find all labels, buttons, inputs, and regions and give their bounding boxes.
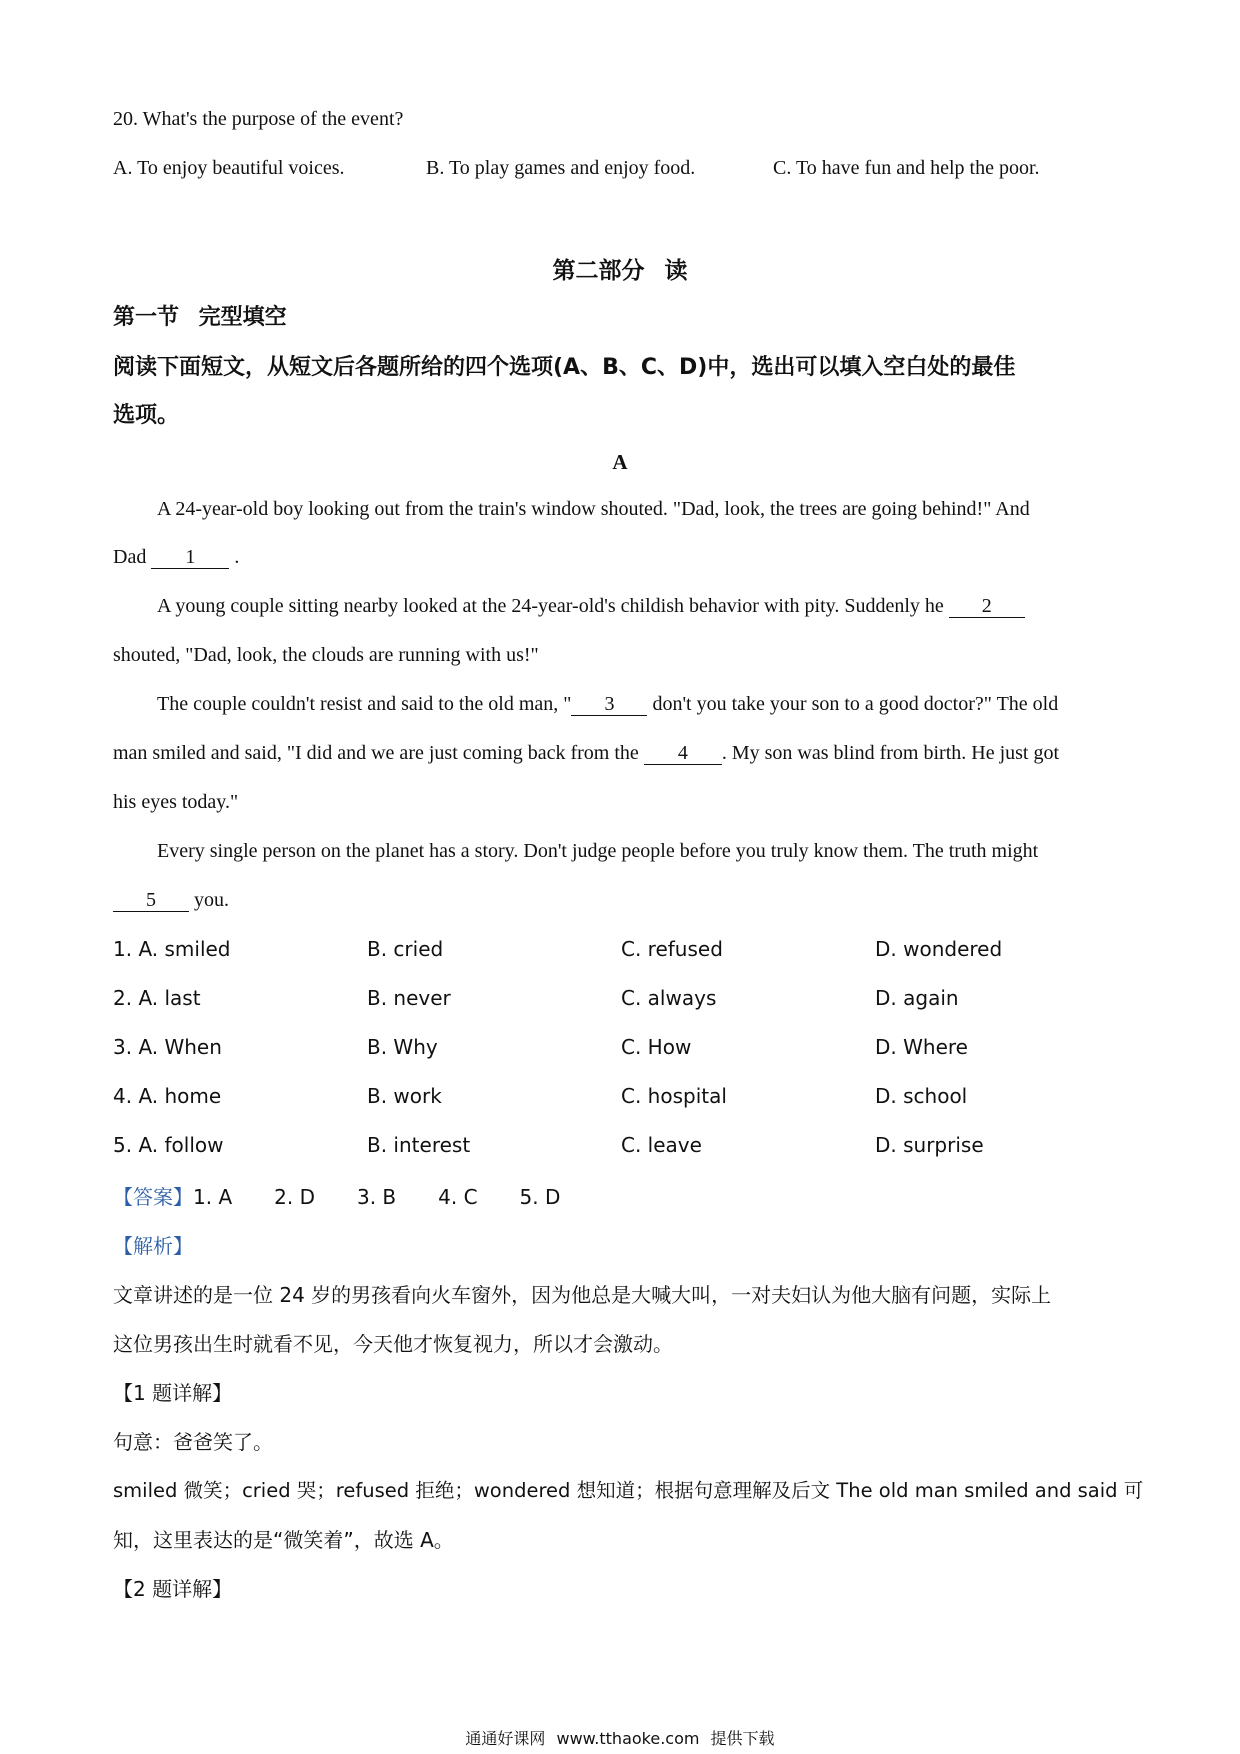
passage-p1-line2 — [113, 546, 239, 569]
passage-p2-line1 — [157, 595, 1025, 618]
passage-p1-line1: A 24-year-old boy looking out from the train's window shouted. "Dad, look, the trees are going behind!" And — [157, 498, 1030, 520]
passage-p3-line3: his eyes today." — [113, 791, 239, 813]
option-2a: 2. A. last — [113, 986, 201, 1010]
q20-option-c: C. To have fun and help the poor. — [773, 157, 1040, 179]
blank-5: 5 — [113, 889, 189, 912]
passage-p4-line2 — [113, 889, 229, 912]
answer-item-4: 4. C — [438, 1185, 478, 1209]
option-1a: 1. A. smiled — [113, 937, 231, 961]
page-footer: 通通好课网 www.tthaoke.com 提供下载 — [465, 1729, 775, 1748]
passage-label: A — [612, 450, 628, 474]
answer-row — [113, 1181, 602, 1210]
answer-item-5: 5. D — [519, 1185, 561, 1209]
option-4d: D. school — [875, 1084, 968, 1108]
option-5d: D. surprise — [875, 1133, 984, 1157]
option-2c: C. always — [621, 986, 717, 1010]
option-3b: B. Why — [367, 1035, 438, 1059]
instruction-line-1: 阅读下面短文，从短文后各题所给的四个选项(A、B、C、D)中，选出可以填入空白处的最佳 — [113, 355, 1016, 380]
option-5a: 5. A. follow — [113, 1133, 224, 1157]
q1-detail-line-2: smiled 微笑；cried 哭；refused 拒绝；wondered 想知道；根据句意理解及后文 The old man smiled and said 可 — [113, 1479, 1144, 1502]
instruction-line-2: 选项。 — [113, 403, 180, 428]
option-5c: C. leave — [621, 1133, 702, 1157]
analysis-line-2: 这位男孩出生时就看不见，今天他才恢复视力，所以才会激动。 — [113, 1332, 673, 1356]
section-title: 第一节 完型填空 — [113, 305, 287, 330]
p2-text: A young couple sitting nearby looked at the 24-year-old's childish behavior with pity. Suddenly he — [157, 595, 944, 617]
p3-text-pre: The couple couldn't resist and said to the old man, " — [157, 693, 572, 715]
answer-item-3: 3. B — [356, 1185, 397, 1209]
q1-detail-line-3: 知，这里表达的是“微笑着”，故选 A。 — [113, 1528, 454, 1552]
analysis-line-1: 文章讲述的是一位 24 岁的男孩看向火车窗外，因为他总是大喊大叫，一对夫妇认为他大脑有问题，实际上 — [113, 1283, 1052, 1307]
blank-4: 4 — [644, 742, 722, 765]
blank-3: 3 — [571, 693, 647, 716]
passage-p3-line2 — [113, 742, 1059, 765]
option-2d: D. again — [875, 986, 959, 1010]
option-3a: 3. A. When — [113, 1035, 222, 1059]
p1-period: . — [234, 546, 240, 568]
q20-option-b: B. To play games and enjoy food. — [426, 157, 696, 179]
question-20: 20. What's the purpose of the event? — [113, 108, 404, 130]
option-2b: B. never — [367, 986, 451, 1010]
analysis-label: 【解析】 — [113, 1234, 193, 1258]
passage-p2-line2: shouted, "Dad, look, the clouds are running with us!" — [113, 644, 539, 666]
p1-text-dad: Dad — [113, 546, 147, 568]
option-4a: 4. A. home — [113, 1084, 222, 1108]
q1-detail-line-1: 句意：爸爸笑了。 — [113, 1430, 273, 1454]
q20-option-a: A. To enjoy beautiful voices. — [113, 157, 345, 179]
option-3c: C. How — [621, 1035, 692, 1059]
option-4c: C. hospital — [621, 1084, 727, 1108]
p4-text-you: you. — [194, 889, 229, 911]
option-3d: D. Where — [875, 1035, 968, 1059]
answer-label: 【答案】 — [113, 1185, 193, 1209]
passage-p3-line1 — [157, 693, 1058, 716]
part-title: 第二部分 读 — [552, 258, 688, 284]
q1-detail-label: 【1 题详解】 — [113, 1381, 233, 1405]
answer-item-1: 1. A — [193, 1185, 233, 1209]
option-4b: B. work — [367, 1084, 442, 1108]
answer-item-2: 2. D — [274, 1185, 315, 1209]
blank-1: 1 — [151, 546, 229, 569]
p3-text-post: don't you take your son to a good doctor?" The old — [652, 693, 1059, 715]
option-1d: D. wondered — [875, 937, 1003, 961]
p3-line2-pre: man smiled and said, "I did and we are just coming back from the — [113, 742, 639, 764]
blank-2: 2 — [949, 595, 1025, 618]
p3-line2-post: . My son was blind from birth. He just got — [721, 742, 1060, 764]
passage-p4-line1: Every single person on the planet has a story. Don't judge people before you truly know them. The truth might — [157, 840, 1039, 862]
option-1b: B. cried — [367, 937, 444, 961]
option-5b: B. interest — [367, 1133, 471, 1157]
option-1c: C. refused — [621, 937, 723, 961]
q2-detail-label: 【2 题详解】 — [113, 1577, 233, 1601]
